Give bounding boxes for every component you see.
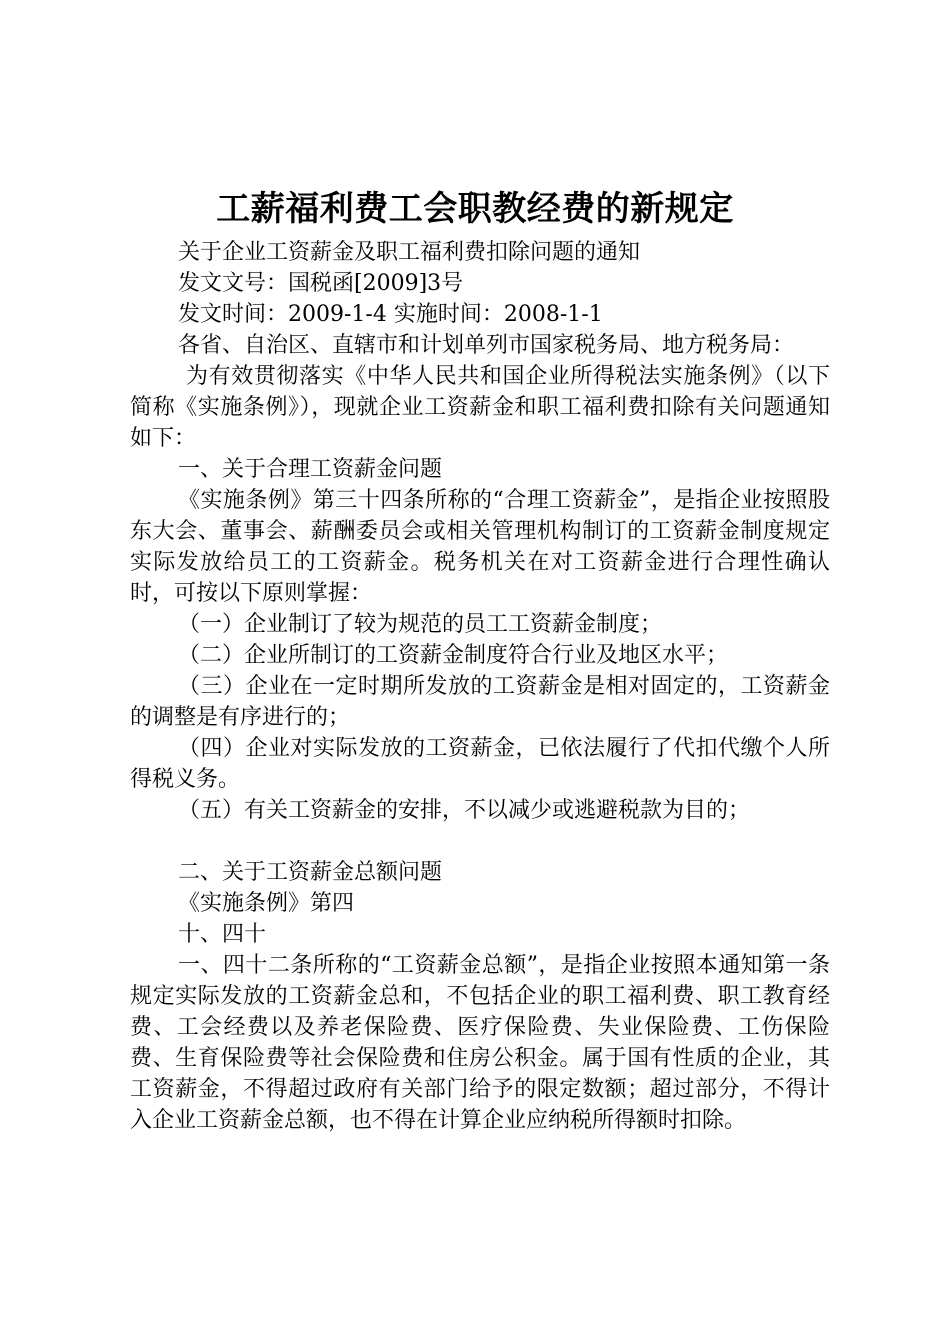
section-2-paragraph: 一、四十二条所称的“工资薪金总额”，是指企业按照本通知第一条规定实际发放的工资薪金总和，不包括企业的职工福利费、职工教育经费、工会经费以及养老保险费、医疗保险费、失业保险费、工伤保险费、生育保险费等社会保险费和住房公积金。属于国有性质的企业，其工资薪金，不得超过政府有关部门给予的限定数额；超过部分，不得计入企业工资薪金总额，也不得在计算企业应纳税所得额时扣除。 (130, 953, 830, 1133)
principle-2: （二）企业所制订的工资薪金制度符合行业及地区水平； (178, 643, 729, 668)
section-2-heading: 二、关于工资薪金总额问题 (178, 860, 443, 885)
principle-4: （四）企业对实际发放的工资薪金，已依法履行了代扣代缴个人所得税义务。 (130, 736, 830, 792)
issue-date: 发文时间：2009-1-4 实施时间：2008-1-1 (178, 302, 603, 327)
section-1-paragraph: 《实施条例》第三十四条所称的“合理工资薪金”，是指企业按照股东大会、董事会、薪酬委员会或相关管理机构制订的工资薪金制度规定实际发放给员工的工资薪金。税务机关在对工资薪金进行合理性确认时，可按以下原则掌握： (130, 488, 830, 606)
principle-1: （一）企业制订了较为规范的员工工资薪金制度； (178, 612, 663, 637)
principle-3: （三）企业在一定时期所发放的工资薪金是相对固定的，工资薪金的调整是有序进行的； (130, 674, 830, 730)
principle-5: （五）有关工资薪金的安排，不以减少或逃避税款为目的； (178, 798, 751, 823)
document-body (130, 237, 830, 1136)
section-1-heading: 一、关于合理工资薪金问题 (178, 457, 443, 482)
addressees: 各省、自治区、直辖市和计划单列市国家税务局、地方税务局： (178, 333, 795, 358)
document-title: 工薪福利费工会职教经费的新规定 (216, 189, 734, 229)
document-number: 发文文号：国税函[2009]3号 (178, 271, 464, 296)
paragraph-gap (130, 826, 830, 857)
notice-title: 关于企业工资薪金及职工福利费扣除问题的通知 (178, 240, 641, 265)
intro-paragraph: 为有效贯彻落实《中华人民共和国企业所得税法实施条例》（以下简称《实施条例》），现就企业工资薪金和职工福利费扣除有关问题通知如下： (130, 364, 830, 451)
section-2-fragment-1: 《实施条例》第四 (178, 891, 355, 916)
section-2-fragment-2: 十、四十 (178, 922, 267, 947)
